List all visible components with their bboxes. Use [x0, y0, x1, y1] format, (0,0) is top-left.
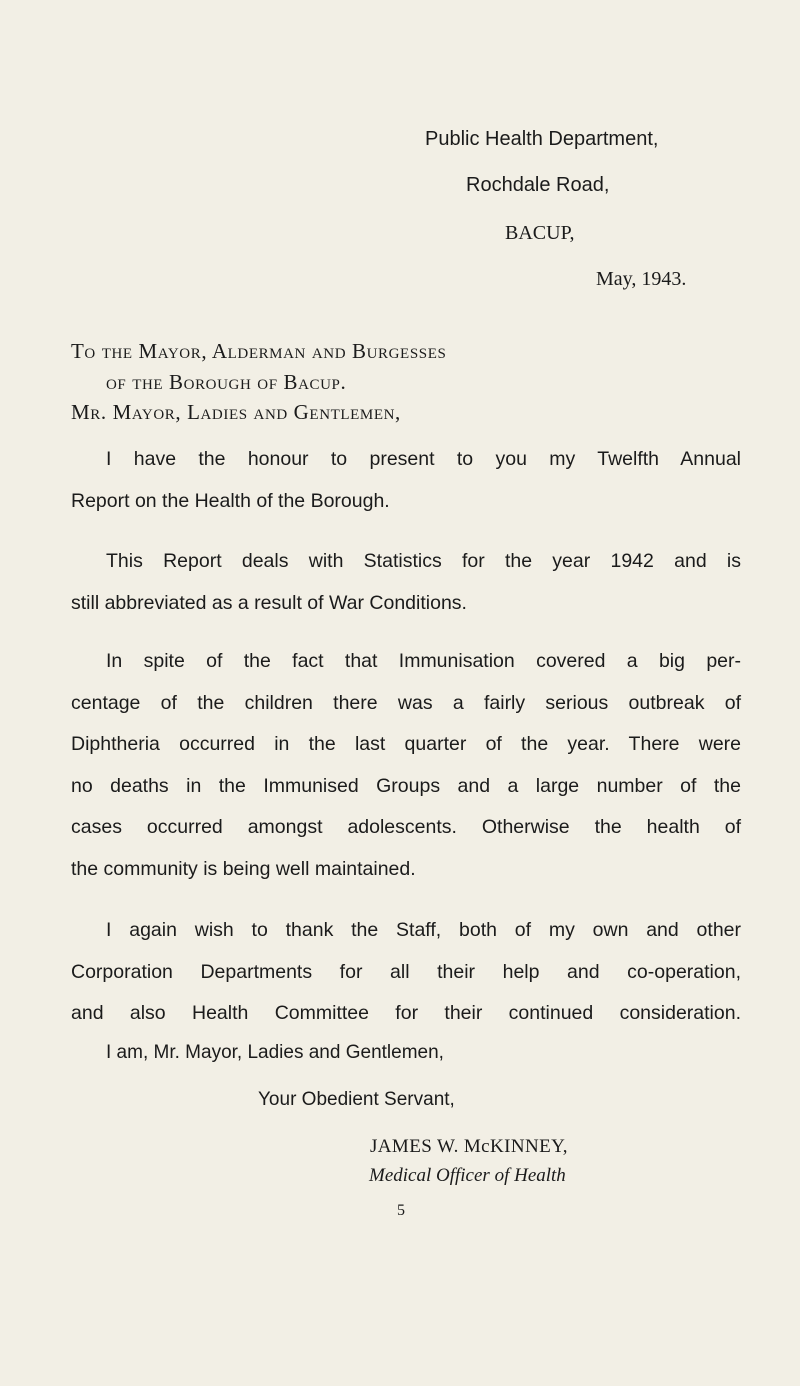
p3-line-4: no deaths in the Immunised Groups and a large number of the: [71, 774, 741, 797]
letter-date: May, 1943.: [596, 268, 687, 290]
paragraph-report-intro: [71, 439, 741, 522]
p3-line-5: cases occurred amongst adolescents. Otherwise the health of: [71, 816, 741, 838]
p3-line-6: the community is being well maintained.: [71, 857, 416, 880]
address-line-department: Public Health Department,: [425, 128, 659, 150]
p3-line-1: In spite of the fact that Immunisation covered a big per-: [106, 650, 741, 672]
p2-line-1: This Report deals with Statistics for the year 1942 and is: [106, 550, 741, 572]
salutation-line-1: To the Mayor, Alderman and Burgesses: [71, 339, 447, 363]
address-line-street: Rochdale Road,: [466, 174, 610, 196]
paragraph-diphtheria: [71, 641, 741, 890]
paragraph-thanks: [71, 910, 741, 1035]
p4-line-3: and also Health Committee for their continued consideration.: [71, 1002, 741, 1024]
p4-line-1: I again wish to thank the Staff, both of my own and other: [106, 919, 741, 941]
salutation-line-2: of the Borough of Bacup.: [106, 370, 347, 394]
p2-line-2: still abbreviated as a result of War Conditions.: [71, 591, 467, 614]
p4-line-2: Corporation Departments for all their help and co-operation,: [71, 960, 741, 983]
paragraph-statistics: [71, 541, 741, 624]
p1-line-1: I have the honour to present to you my Twelfth Annual: [106, 448, 741, 470]
signature-title: Medical Officer of Health: [369, 1165, 566, 1186]
p1-line-2: Report on the Health of the Borough.: [71, 489, 390, 512]
page-number: 5: [397, 1202, 405, 1219]
address-line-town: BACUP,: [505, 222, 575, 244]
signature-name: JAMES W. McKINNEY,: [370, 1136, 568, 1157]
salutation-line-3: Mr. Mayor, Ladies and Gentlemen,: [71, 400, 401, 424]
closing-line-2: Your Obedient Servant,: [258, 1089, 455, 1110]
p3-line-2: centage of the children there was a fairly serious outbreak of: [71, 691, 741, 714]
p3-line-3: Diphtheria occurred in the last quarter of the year. There were: [71, 733, 741, 755]
closing-line-1: I am, Mr. Mayor, Ladies and Gentlemen,: [106, 1042, 444, 1063]
